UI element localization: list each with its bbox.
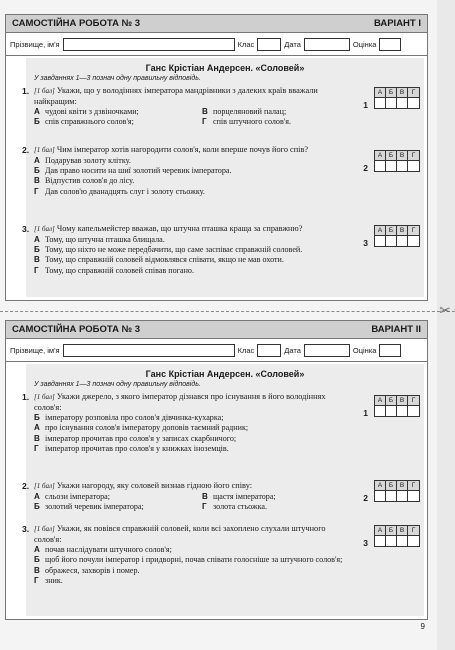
question-text: Укажи, що у володіннях імператора мандрівники з далеких країв вважали найкращим:: [34, 86, 318, 106]
student-info-row: [6, 33, 427, 56]
worksheet-header: [6, 15, 427, 33]
option-g[interactable]: Г золота стьожка.: [202, 501, 268, 511]
name-field[interactable]: [63, 344, 235, 357]
task-title: Ганс Крістіан Андерсен. «Соловей»: [145, 63, 305, 73]
option-v[interactable]: В порцеляновий палац;: [202, 107, 287, 116]
date-label: Дата: [284, 39, 301, 49]
question-3: 3. [1 бал] Укажи, як повівся справжній соловей, коли всі захоплено слухали штучного солов'я: А почав наслідувати штучного солов'я; Б щоб його почули імператор і придворні, почав співати голосніше за штучного солов'я; В ображеся, захворів і помер. Г зник. 3 А Б В Г: [26, 524, 424, 587]
date-label: Дата: [284, 345, 301, 355]
answer-cell[interactable]: [375, 536, 386, 546]
option-a[interactable]: А почав наслідувати штучного солов'я;: [34, 545, 172, 554]
answer-grid-2: 2 А Б В Г: [363, 479, 420, 503]
answer-grid-3: 3 А Б В Г: [363, 524, 420, 548]
date-field[interactable]: [304, 38, 350, 51]
option-v[interactable]: В щастя імператора;: [202, 491, 276, 501]
answer-cell[interactable]: [397, 536, 408, 546]
option-b[interactable]: Б імператору розповіла про солов'я дівчинка-кухарка;: [34, 413, 224, 422]
option-b[interactable]: Б золотий черевик імператора;: [34, 501, 144, 511]
option-b[interactable]: Б Тому, що ніхто не може передбачити, що саме заспіває справжній соловей.: [34, 244, 303, 254]
class-field[interactable]: [257, 344, 281, 357]
option-v[interactable]: В ображеся, захворів і помер.: [34, 565, 140, 575]
worksheet-title: САМОСТІЙНА РОБОТА № 3: [12, 324, 141, 335]
option-v[interactable]: В Відпустив солов'я до лісу.: [34, 176, 135, 186]
answer-grid-1: 1 А Б В Г: [363, 86, 420, 110]
task-title: Ганс Крістіан Андерсен. «Соловей»: [145, 369, 305, 379]
question-2: 2. [1 бал] Укажи нагороду, яку соловей визнав гідною його співу: А сльози імператора; В щастя імператора; Б золотий черевик імператора; Г золота стьожка. 2 А Б В Г: [26, 481, 424, 521]
option-a[interactable]: А про існування солов'я імператору доповів таємний радник;: [34, 423, 249, 433]
student-info-row: [6, 339, 427, 362]
option-b[interactable]: Б щоб його почули імператор і придворні, почав співати голосніше за штучного солов'я;: [34, 555, 343, 565]
answer-cell[interactable]: [397, 406, 408, 416]
answer-grid-2: 2 А Б В Г: [363, 149, 420, 173]
option-g[interactable]: Г Дав солов'ю дванадцять слуг і золоту стьожку.: [34, 186, 205, 196]
answer-cell[interactable]: [408, 236, 419, 246]
date-field[interactable]: [304, 344, 350, 357]
name-label: Прізвище, ім'я: [10, 345, 60, 355]
answer-grid-1: 1 А Б В Г: [363, 394, 420, 418]
answer-cell[interactable]: [375, 161, 386, 171]
name-field[interactable]: [63, 38, 235, 51]
variant-label: ВАРІАНТ ІІ: [371, 324, 421, 335]
answer-cell[interactable]: [397, 491, 408, 501]
cut-line: [0, 311, 455, 312]
answer-cell[interactable]: [375, 98, 386, 108]
answer-cell[interactable]: [408, 536, 419, 546]
question-1: [22, 86, 424, 142]
answer-cell[interactable]: [397, 236, 408, 246]
class-label: Клас: [237, 345, 255, 355]
variant-label: ВАРІАНТ І: [373, 18, 421, 29]
option-g[interactable]: Г спів штучного солов'я.: [202, 117, 292, 127]
answer-cell[interactable]: [408, 161, 419, 171]
option-b[interactable]: Б Дав право носити на шиї золотий черевик імператора.: [34, 165, 232, 175]
answer-cell[interactable]: [386, 236, 397, 246]
option-g[interactable]: Г Тому, що справжній соловей співав погано.: [34, 265, 194, 275]
grade-label: Оцінка: [352, 39, 377, 49]
page-number: 9: [420, 622, 425, 631]
page-edge-strip: [437, 0, 455, 650]
answer-cell[interactable]: [408, 406, 419, 416]
answer-cell[interactable]: [408, 491, 419, 501]
worksheet-variant-1: [5, 14, 428, 301]
worksheet-header: [6, 321, 427, 339]
worksheet-variant-2: [5, 320, 428, 620]
answer-grid-3: 3 А Б В Г: [363, 224, 420, 248]
answer-cell[interactable]: [386, 536, 397, 546]
class-label: Клас: [237, 39, 255, 49]
grade-field[interactable]: [379, 344, 401, 357]
scissors-icon: ✂: [439, 304, 451, 319]
class-field[interactable]: [257, 38, 281, 51]
option-a[interactable]: А сльози імператора;: [34, 491, 111, 501]
answer-cell[interactable]: [375, 491, 386, 501]
task-area: [22, 58, 424, 297]
answer-cell[interactable]: [375, 236, 386, 246]
option-v[interactable]: В Тому, що справжній соловей відмовлявся співати, якщо не мав охоти.: [34, 255, 284, 265]
answer-cell[interactable]: [386, 491, 397, 501]
grade-label: Оцінка: [352, 345, 377, 355]
task-instruction: У завданнях 1—3 познач одну правильну відповідь.: [34, 381, 201, 388]
answer-cell[interactable]: [386, 161, 397, 171]
question-points: [1 бал]: [34, 87, 55, 95]
answer-cell[interactable]: [397, 98, 408, 108]
answer-cell[interactable]: [397, 161, 408, 171]
option-g[interactable]: Г імператор прочитав про солов'я у книжках іноземців.: [34, 444, 229, 454]
option-v[interactable]: В імператор прочитав про солов'я у записах скарбничого;: [34, 433, 237, 443]
answer-cell[interactable]: [375, 406, 386, 416]
task-instruction: У завданнях 1—3 познач одну правильну відповідь.: [34, 75, 201, 82]
answer-cell[interactable]: [408, 98, 419, 108]
answer-cell[interactable]: [386, 98, 397, 108]
option-a[interactable]: А Тому, що штучна пташка блищала.: [34, 234, 165, 244]
answer-cell[interactable]: [386, 406, 397, 416]
question-1: 1. [1 бал] Укажи джерело, з якого імператор дізнався про існування в його володіннях солов'я: Б імператору розповіла про солов'я дівчинка-кухарка; А про існування солов'я імператору доповів таємний радник; В імператор прочитав про солов'я у записах скарбничого; Г імператор прочитав про солов'я у книжках іноземців. 1 А Б В Г: [26, 392, 424, 478]
name-label: Прізвище, ім'я: [10, 39, 60, 49]
option-g[interactable]: Г зник.: [34, 576, 63, 586]
option-a[interactable]: А чудові квіти з дзвіночками;: [34, 107, 139, 116]
task-area: [22, 364, 424, 616]
question-3: 3. [1 бал] Чому капельмейстер вважав, що штучна пташка краща за справжню? А Тому, що штучна пташка блищала. Б Тому, що ніхто не може передбачити, що саме заспіває справжній соловей. В Тому, що справжній соловей відмовлявся співати, якщо не мав охоти. Г Тому, що справжній соловей співав погано. 3 А Б В Г: [26, 224, 424, 276]
question-2: 2. [1 бал] Чим імператор хотів нагородити солов'я, коли вперше почув його спів? А Подарував золоту клітку. Б Дав право носити на шиї золотий черевик імператора. В Відпустив солов'я до лісу. Г Дав солов'ю дванадцять слуг і золоту стьожку. 2 А Б В Г: [26, 145, 424, 221]
option-b[interactable]: Б спів справжнього солов'я;: [34, 117, 134, 127]
worksheet-title: САМОСТІЙНА РОБОТА № 3: [12, 18, 141, 29]
option-a[interactable]: А Подарував золоту клітку.: [34, 155, 131, 165]
grade-field[interactable]: [379, 38, 401, 51]
question-number: 1.: [22, 86, 30, 96]
